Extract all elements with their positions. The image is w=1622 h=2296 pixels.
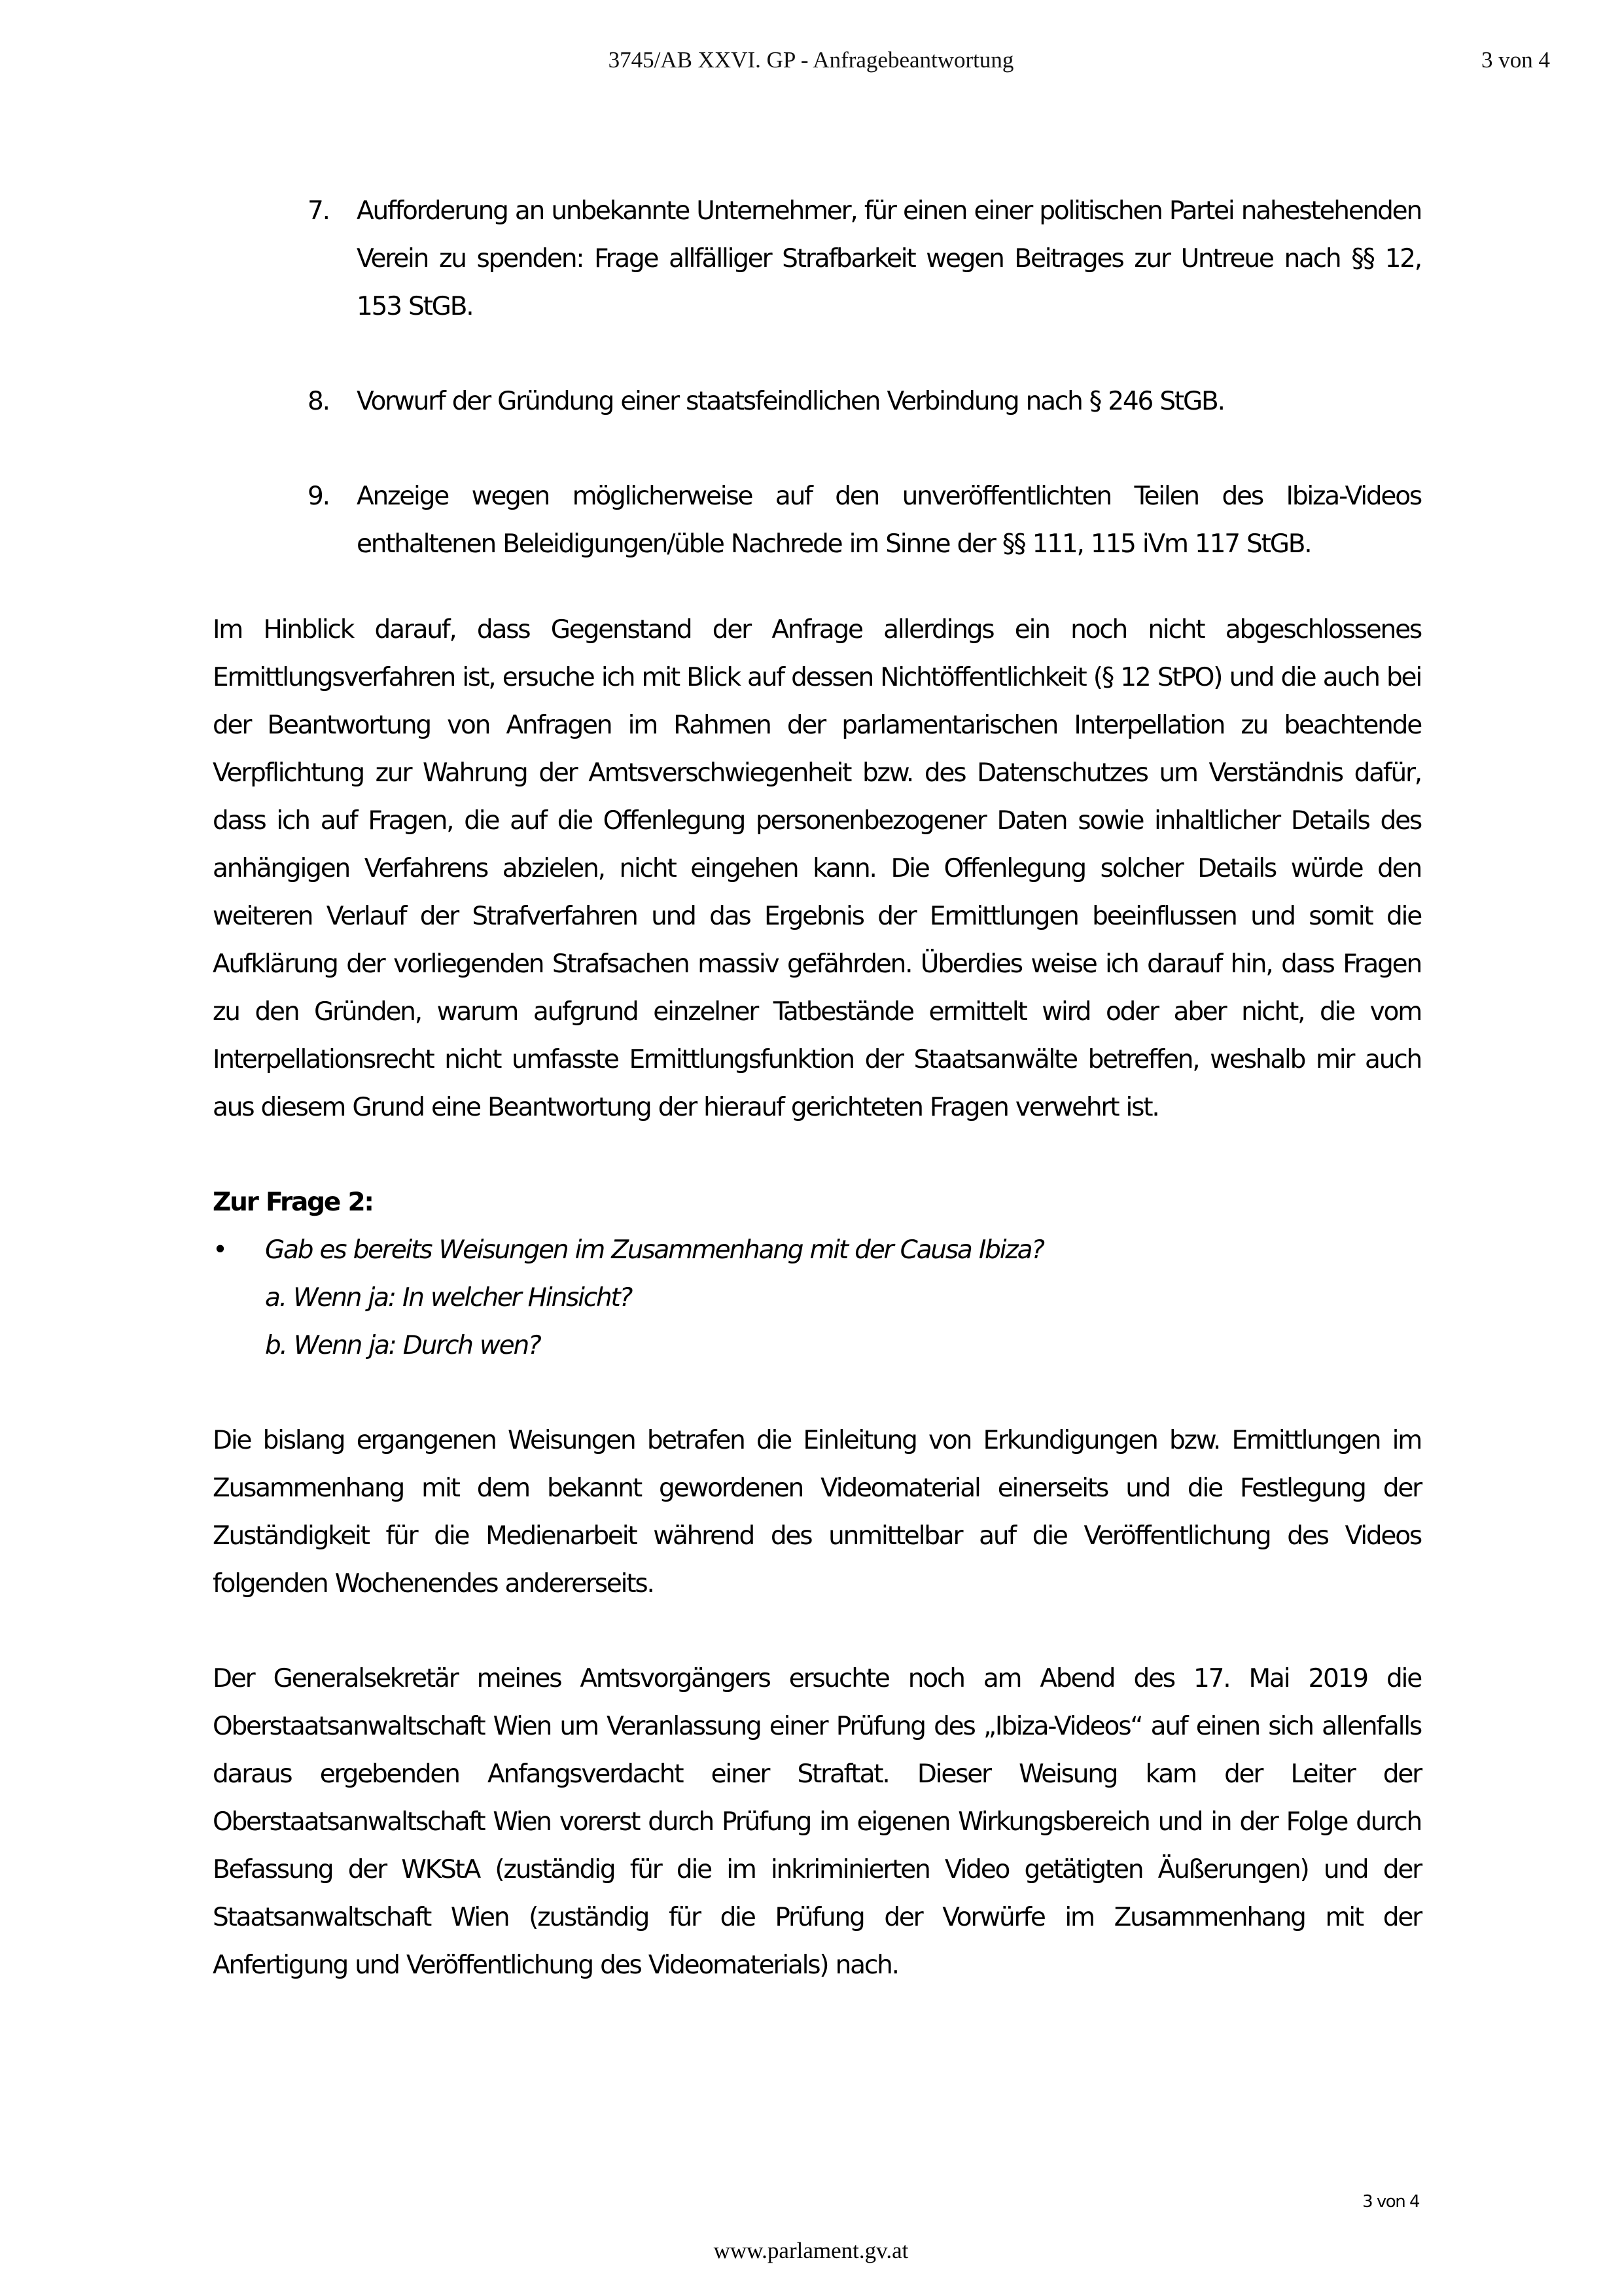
paragraph-directives: Die bislang ergangenen Weisungen betrafen die Einleitung von Erkundigungen bzw. Ermittlungen im Zusammenhang mit dem bekannt gewordenen Videomaterial einerseits und die Festlegung der Zuständigkeit für die Medienarbeit während des unmittelbar auf die Veröffentlichung des Videos folgenden Wochenendes andererseits. <box>213 1426 1421 1598</box>
list-item <box>213 472 1421 568</box>
page-header <box>0 47 1622 80</box>
numbered-list <box>213 187 1421 568</box>
sub-question-b: b. Wenn ja: Durch wen? <box>265 1331 540 1360</box>
document-body <box>213 187 1421 2036</box>
list-item-number: 8. <box>308 387 329 416</box>
list-item-number: 7. <box>308 196 329 226</box>
paragraph-confidentiality: Im Hinblick darauf, dass Gegenstand der Anfrage allerdings ein noch nicht abgeschlossenes Ermittlungsverfahren ist, ersuche ich mit Blick auf dessen Nichtöffentlichkeit (§ 12 StPO) und die auch bei der Beantwortung von Anfragen im Rahmen der parlamentarischen Interpellation zu beachtende Verpflichtung zur Wahrung der Amtsverschwiegenheit bzw. des Datenschutzes um Verständnis dafür, dass ich auf Fragen, die auf die Offenlegung personenbezogener Daten sowie inhaltlicher Details des anhängigen Verfahrens abzielen, nicht eingehen kann. Die Offenlegung solcher Details würde den weiteren Verlauf der Strafverfahren und das Ergebnis der Ermittlungen beeinflussen und somit die Aufklärung der vorliegenden Strafsachen massiv gefährden. Überdies weise ich darauf hin, dass Fragen zu den Gründen, warum aufgrund einzelner Tatbestände ermittelt wird oder aber nicht, die vom Interpellationsrecht nicht umfasste Ermittlungsfunktion der Staatsanwälte betreffen, weshalb mir auch aus diesem Grund eine Beantwortung der hierauf gerichteten Fragen verwehrt ist. <box>213 615 1421 1122</box>
sub-question-a: a. Wenn ja: In welcher Hinsicht? <box>265 1283 632 1313</box>
paragraph-secretary-general: Der Generalsekretär meines Amtsvorgängers ersuchte noch am Abend des 17. Mai 2019 die Oberstaatsanwaltschaft Wien um Veranlassung einer Prüfung des „Ibiza-Videos“ auf einen sich allenfalls daraus ergebenden Anfangsverdacht einer Straftat. Dieser Weisung kam der Leiter der Oberstaatsanwaltschaft Wien vorerst durch Prüfung im eigenen Wirkungsbereich und in der Folge durch Befassung der WKStA (zuständig für die im inkriminierten Video getätigten Äußerungen) und der Staatsanwaltschaft Wien (zuständig für die Prüfung der Vorwürfe im Zusammenhang mit der Anfertigung und Veröffentlichung des Videomaterials) nach. <box>213 1664 1421 1980</box>
footer-website-link[interactable]: www.parlament.gv.at <box>713 2238 909 2263</box>
question-main: Gab es bereits Weisungen im Zusammenhang mit der Causa Ibiza? <box>265 1235 1044 1265</box>
list-item <box>213 187 1421 330</box>
section-heading: Zur Frage 2: <box>213 1188 373 1217</box>
list-item-number: 9. <box>308 482 329 511</box>
header-page-indicator: 3 von 4 <box>1481 47 1550 73</box>
list-item-text: Aufforderung an unbekannte Unternehmer, für einen einer politischen Partei nahestehenden Verein zu spenden: Frage allfälliger Strafbarkeit wegen Beitrages zur Untreue nach §§ 12, 153 StGB. <box>357 196 1421 321</box>
list-item-text: Anzeige wegen möglicherweise auf den unveröffentlichten Teilen des Ibiza-Videos enthaltenen Beleidigungen/üble Nachrede im Sinne der §§ 111, 115 iVm 117 StGB. <box>357 482 1421 559</box>
footer-page-number: 3 von 4 <box>1362 2192 1419 2212</box>
bullet-icon: • <box>213 1235 226 1265</box>
list-item-text: Vorwurf der Gründung einer staatsfeindlichen Verbindung nach § 246 StGB. <box>357 387 1224 416</box>
question-block <box>213 1226 1421 1369</box>
document-id: 3745/AB XXVI. GP - Anfragebeantwortung <box>608 47 1014 73</box>
list-item <box>213 378 1421 425</box>
